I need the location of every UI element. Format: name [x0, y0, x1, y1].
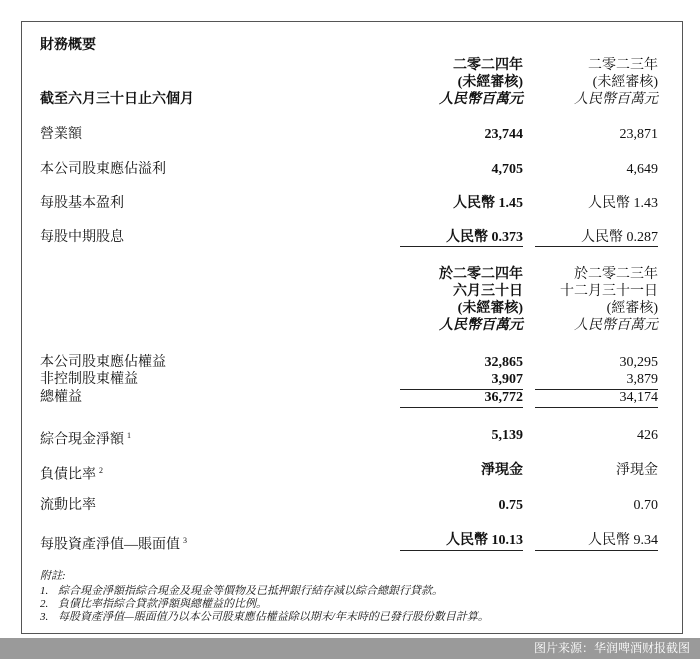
- row-value-2024: 淨現金: [481, 463, 523, 478]
- row-label: 負債比率 $^2$: [40, 466, 103, 483]
- col1b-line3: (未經審核): [457, 301, 523, 316]
- col2-audit: (未經審核): [592, 75, 658, 90]
- row-value-2023: 34,174: [619, 390, 658, 405]
- col2b-line3: (經審核): [606, 301, 658, 316]
- row-label: 每股資產淨值—賬面值 $^3$: [40, 536, 187, 553]
- underline-col1: [400, 550, 523, 551]
- total-line-col2: [535, 407, 658, 408]
- col2b-line2: 十二月三十一日: [560, 284, 658, 299]
- image-source-credit: 图片来源：华润啤酒财报截图: [533, 641, 690, 655]
- col2b-unit: 人民幣百萬元: [574, 318, 658, 333]
- row-value-2024: 32,865: [484, 355, 523, 370]
- col2-unit: 人民幣百萬元: [574, 92, 658, 107]
- underline-col2: [535, 246, 658, 247]
- row-value-2023: 人民幣 9.34: [588, 533, 658, 548]
- row-value-2024: 人民幣 10.13: [446, 533, 523, 548]
- row-label: 總權益: [40, 390, 82, 405]
- note-number: 2.: [40, 598, 49, 610]
- col1b-line1: 於二零二四年: [439, 267, 523, 282]
- row-value-2023: 3,879: [626, 372, 658, 387]
- row-value-2024: 23,744: [484, 127, 523, 142]
- col1-unit: 人民幣百萬元: [439, 92, 523, 107]
- row-label: 每股基本盈利: [40, 196, 124, 211]
- col1-audit: (未經審核): [457, 75, 523, 90]
- row-label: 綜合現金淨額 $^1$: [40, 431, 131, 448]
- row-value-2023: 0.70: [633, 498, 658, 513]
- row-value-2024: 5,139: [491, 428, 523, 443]
- note-text: 負債比率指綜合貸款淨額與總權益的比例。: [58, 598, 267, 610]
- row-value-2024: 36,772: [484, 390, 523, 405]
- row-value-2024: 3,907: [491, 372, 523, 387]
- total-line-col1: [400, 407, 523, 408]
- row-label: 營業額: [40, 127, 82, 142]
- row-value-2024: 0.75: [498, 498, 523, 513]
- row-value-2023: 23,871: [619, 127, 658, 142]
- row-value-2024: 人民幣 1.45: [453, 196, 523, 211]
- notes-heading: 附註:: [40, 570, 66, 582]
- col1b-unit: 人民幣百萬元: [439, 318, 523, 333]
- row-label: 非控制股東權益: [40, 372, 138, 387]
- note-text: 每股資產淨值—賬面值乃以本公司股東應佔權益除以期末/年末時的已發行股份數目計算。: [58, 611, 489, 623]
- row-label: 每股中期股息: [40, 230, 124, 245]
- row-value-2023: 人民幣 0.287: [581, 230, 658, 245]
- col2-year: 二零二三年: [588, 58, 658, 73]
- underline-col2: [535, 550, 658, 551]
- footnote-ref: 3: [183, 536, 187, 545]
- underline-col1: [400, 246, 523, 247]
- page-title: 財務概要: [40, 38, 96, 53]
- row-value-2023: 30,295: [619, 355, 658, 370]
- row-label: 本公司股東應佔權益: [40, 355, 166, 370]
- row-value-2023: 淨現金: [616, 463, 658, 478]
- col2b-line1: 於二零二三年: [574, 267, 658, 282]
- row-label: 流動比率: [40, 498, 96, 513]
- note-text: 綜合現金淨額指綜合現金及現金等價物及已抵押銀行結存減以綜合總銀行貸款。: [58, 585, 443, 597]
- note-number: 1.: [40, 585, 49, 597]
- col1-year: 二零二四年: [453, 58, 523, 73]
- row-value-2023: 426: [637, 428, 658, 443]
- footnote-ref: 1: [127, 431, 131, 440]
- col1b-line2: 六月三十日: [453, 284, 523, 299]
- footnote-ref: 2: [99, 466, 103, 475]
- period-label: 截至六月三十日止六個月: [40, 92, 194, 107]
- row-label: 本公司股東應佔溢利: [40, 162, 166, 177]
- row-value-2024: 4,705: [491, 162, 523, 177]
- row-value-2023: 人民幣 1.43: [588, 196, 658, 211]
- row-value-2023: 4,649: [626, 162, 658, 177]
- row-value-2024: 人民幣 0.373: [446, 230, 523, 245]
- note-number: 3.: [40, 611, 49, 623]
- image-source-bar: [0, 638, 700, 659]
